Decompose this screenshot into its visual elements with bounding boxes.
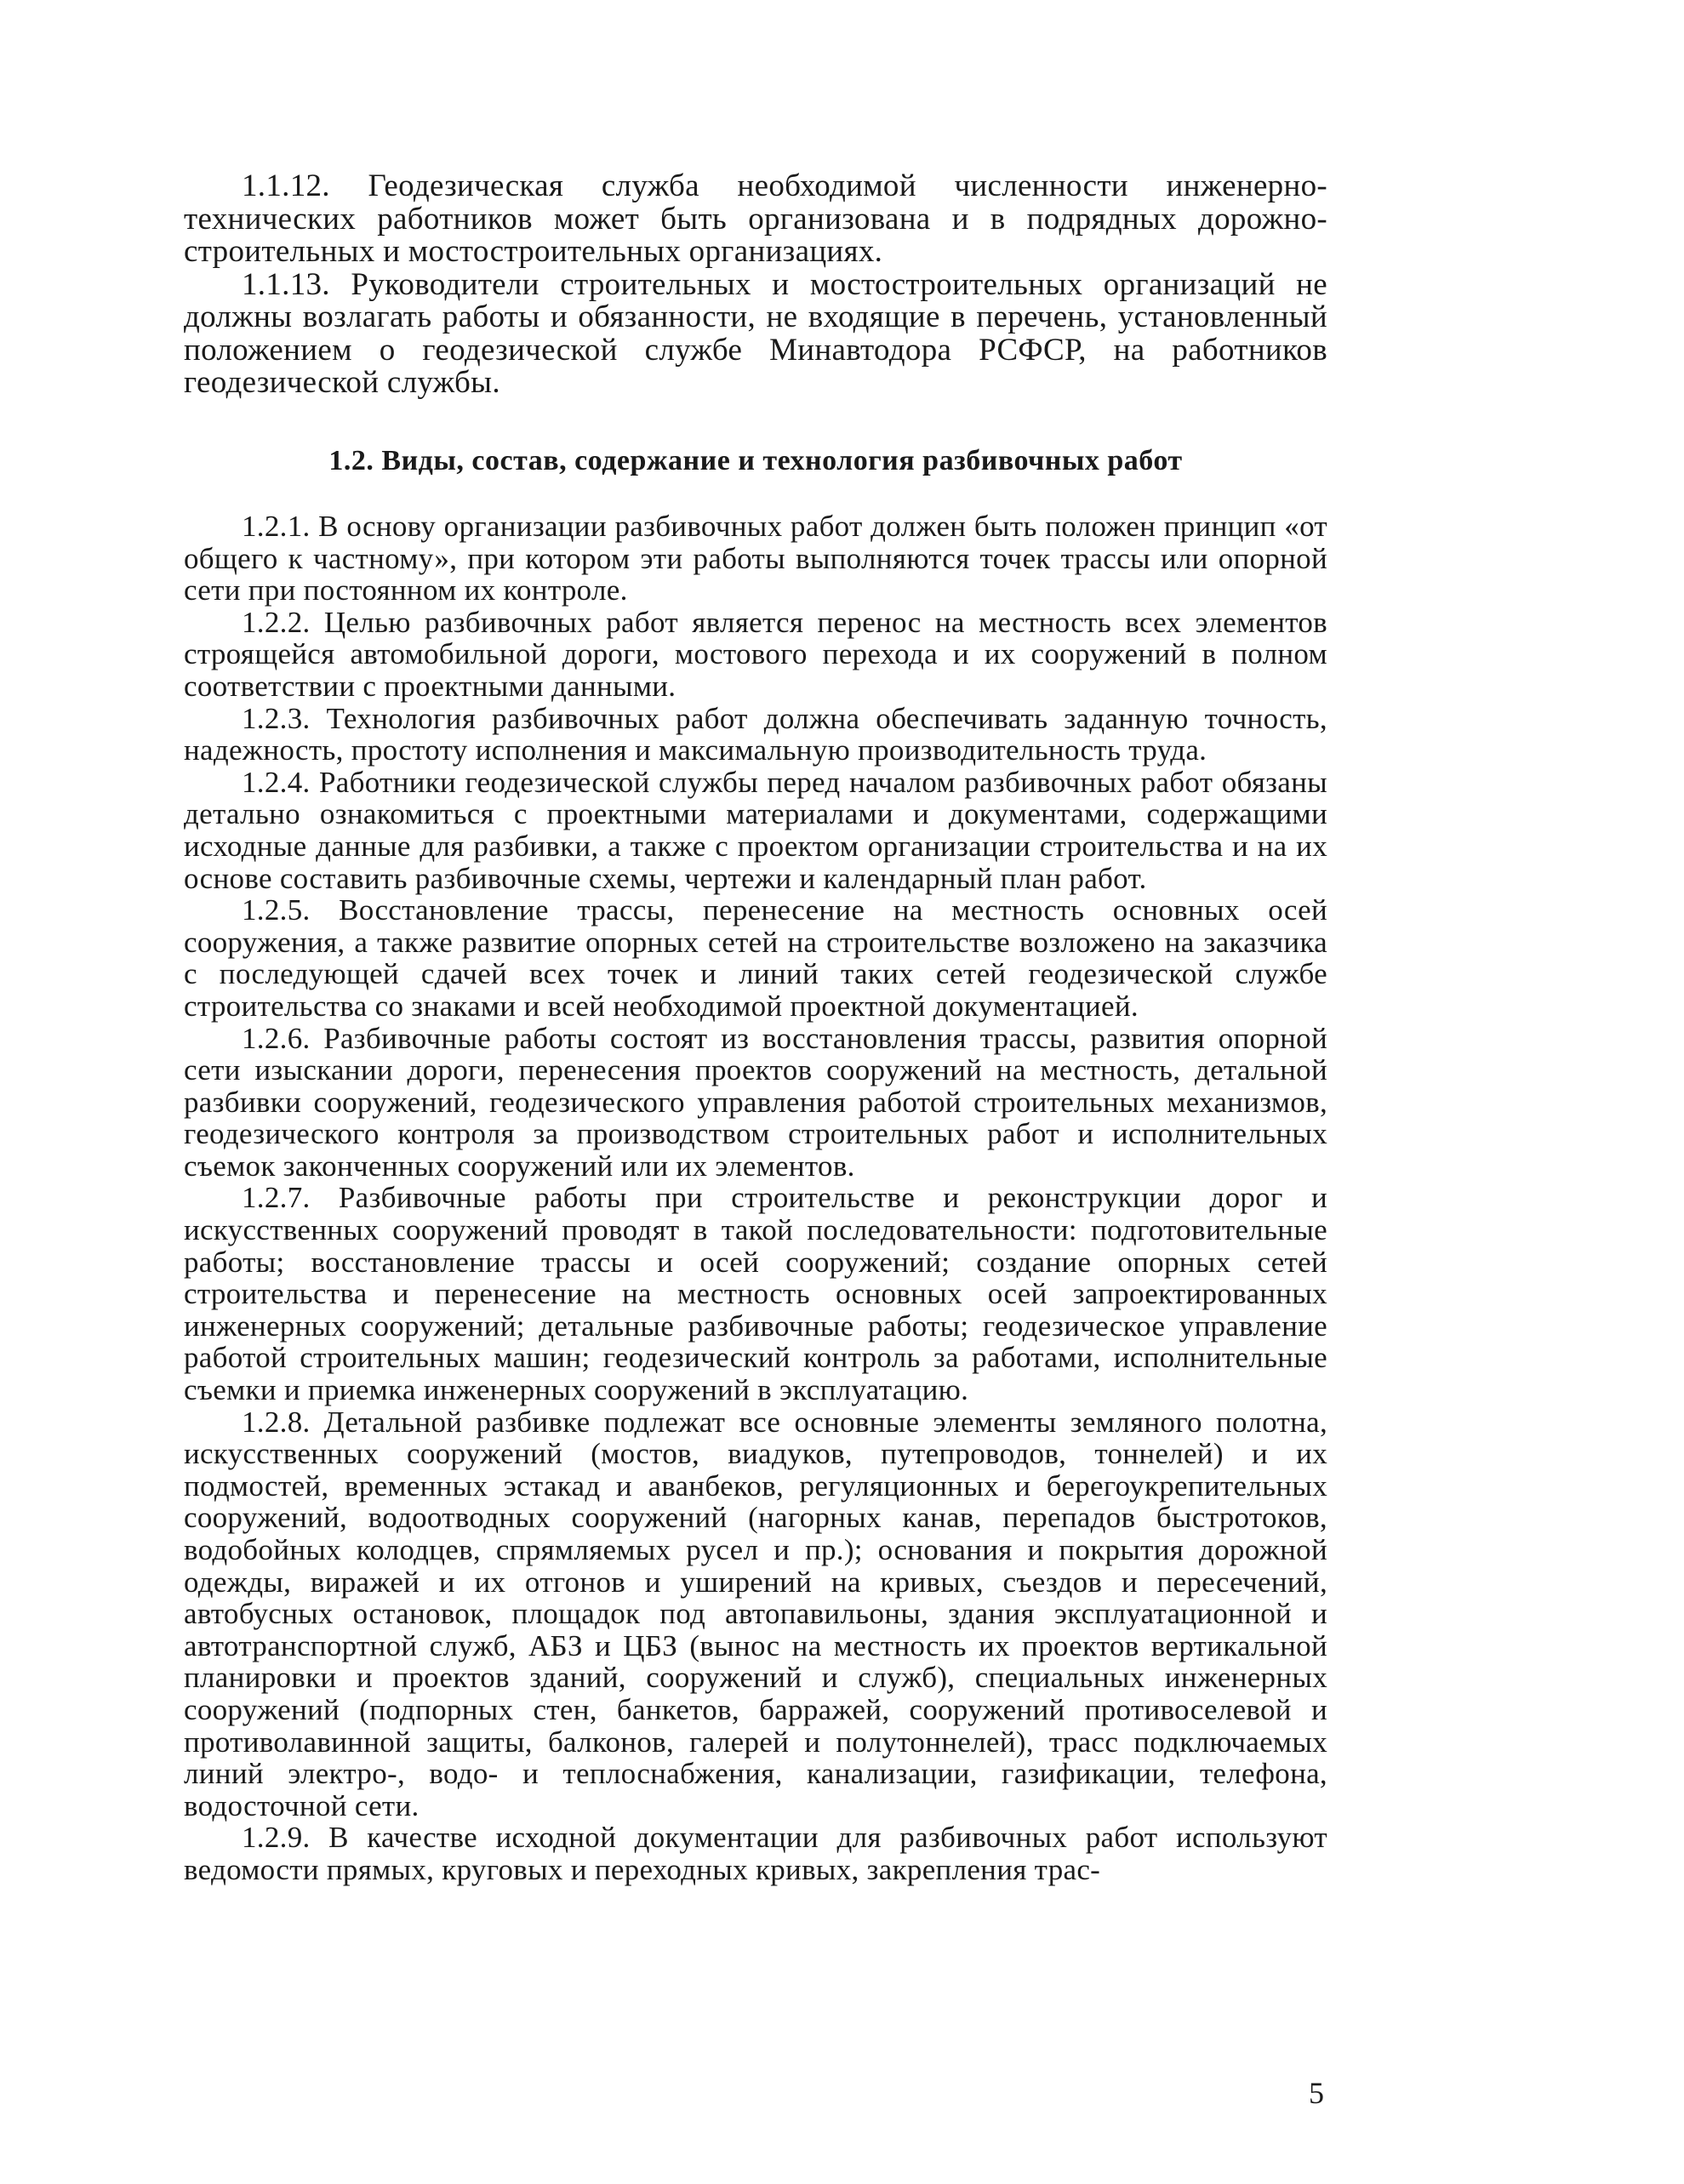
section-heading: 1.2. Виды, состав, содержание и технология разбивочных работ: [328, 445, 1183, 476]
paragraph-1-2-1: 1.2.1. В основу организации разбивочных работ должен быть положен принцип «от общего к частному», при котором эти работы выполняются точек трассы или опорной сети при постоянном их контроле.: [184, 510, 1327, 607]
section-paragraphs: [184, 510, 1327, 1886]
paragraph-1-1-13: 1.1.13. Руководители строительных и мостостроительных организаций не должны возлагать работы и обязанности, не входящие в перечень, установленный положением о геодезической службе Минавтодора РСФСР, на работников геодезической службы.: [184, 266, 1327, 400]
paragraph-1-2-4: 1.2.4. Работники геодезической службы перед началом разбивочных работ обязаны детально ознакомиться с проектными материалами и документами, содержащими исходные данные для разбивки, а также с проектом организации строительства и на их основе составить разбивочные схемы, чертежи и календарный план работ.: [184, 765, 1327, 895]
paragraph-1-2-8: 1.2.8. Детальной разбивке подлежат все основные элементы земляного полотна, искусственных сооружений (мостов, виадуков, путепроводов, тоннелей) и их подмостей, временных эстакад и аванбеков, регуляционных и берегоукрепительных сооружений, водоотводных сооружений (нагорных канав, перепадов быстротоков, водобойных колодцев, спрямляемых русел и пр.); основания и покрытия дорожной одежды, виражей и их отгонов и уширений на кривых, съездов и пересечений, автобусных остановок, площадок под автопавильоны, здания эксплуатационной и автотранспортной служб, АБЗ и ЦБЗ (вынос на местность их проектов вертикальной планировки и проектов зданий, сооружений и служб), специальных инженерных сооружений (подпорных стен, банкетов, барражей, сооружений противоселевой и противолавинной защиты, балконов, галерей и полутоннелей), трасс подключаемых линий электро-, водо- и теплоснабжения, канализации, газификации, телефона, водосточной сети.: [184, 1405, 1327, 1822]
paragraph-1-2-3: 1.2.3. Технология разбивочных работ должна обеспечивать заданную точность, надежность, простоту исполнения и максимальную производительность труда.: [184, 701, 1327, 767]
intro-paragraphs: [184, 170, 1327, 400]
paragraph-1-1-12: 1.1.12. Геодезическая служба необходимой численности инженерно-технических работников может быть организована и в подрядных дорожно-строительных и мостостроительных организациях.: [184, 168, 1327, 269]
paragraph-1-2-2: 1.2.2. Целью разбивочных работ является перенос на местность всех элементов строящейся автомобильной дороги, мостового перехода и их сооружений в полном соответствии с проектными данными.: [184, 605, 1327, 703]
paragraph-1-2-5: 1.2.5. Восстановление трассы, перенесение на местность основных осей сооружения, а также развитие опорных сетей на строительстве возложено на заказчика с последующей сдачей всех точек и линий таких сетей геодезической службе строительства со знаками и всей необходимой проектной документацией.: [184, 893, 1327, 1023]
page-number: 5: [1309, 2076, 1324, 2110]
paragraph-1-2-9: 1.2.9. В качестве исходной документации для разбивочных работ используют ведомости прямых, круговых и переходных кривых, закрепления трас-: [184, 1821, 1327, 1886]
paragraph-1-2-7: 1.2.7. Разбивочные работы при строительстве и реконструкции дорог и искусственных сооружений проводят в такой последовательности: подготовительные работы; восстановление трассы и осей сооружений; создание опорных сетей строительства и перенесение на местность основных осей запроектированных инженерных сооружений; детальные разбивочные работы; геодезическое управление работой строительных машин; геодезический контроль за работами, исполнительные съемки и приемка инженерных сооружений в эксплуатацию.: [184, 1181, 1327, 1407]
paragraph-1-2-6: 1.2.6. Разбивочные работы состоят из восстановления трассы, развития опорной сети изыскании дороги, перенесения проектов сооружений на местность, детальной разбивки сооружений, геодезического управления работой строительных механизмов, геодезического контроля за производством строительных работ и исполнительных съемок законченных сооружений или их элементов.: [184, 1021, 1327, 1183]
